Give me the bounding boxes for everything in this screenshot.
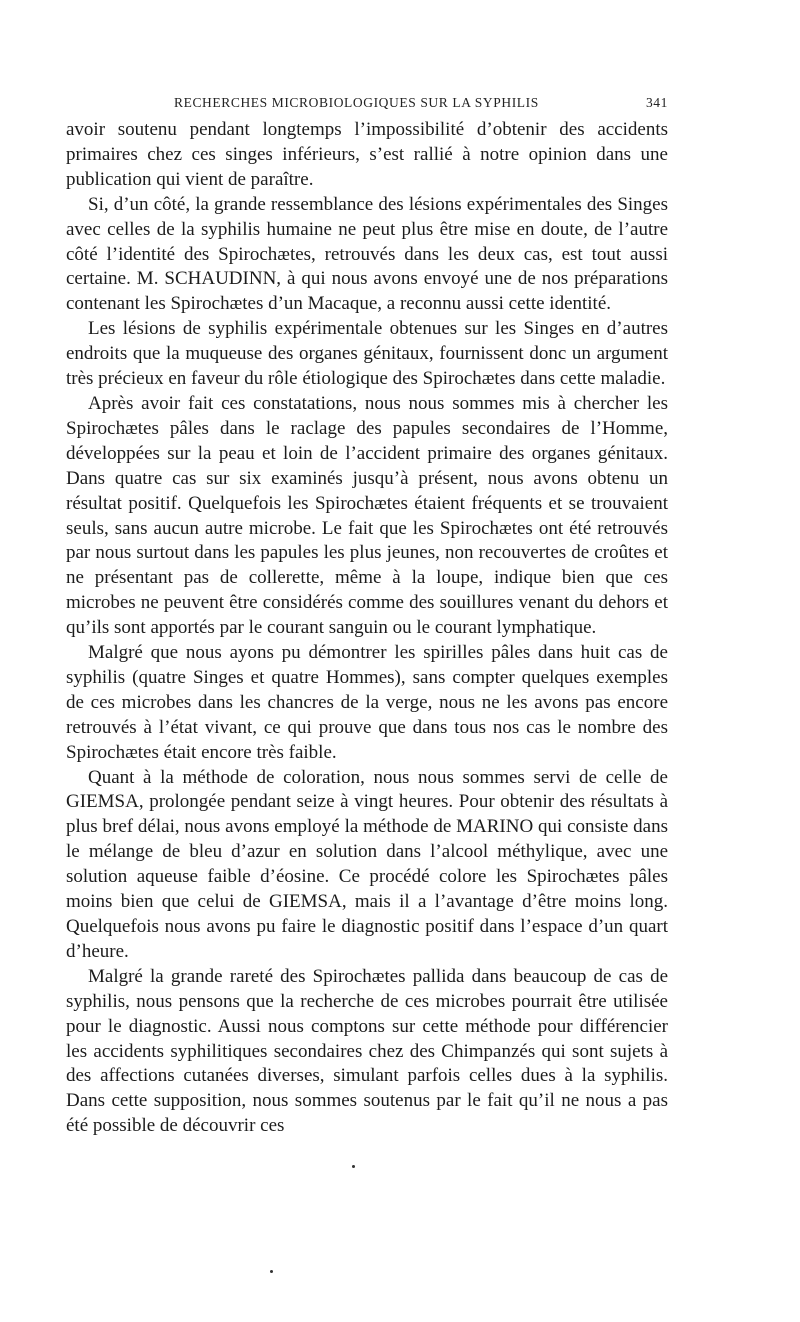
paragraph-2: Si, d’un côté, la grande ressemblance des lésions expérimentales des Singes avec celles de la syphilis humaine ne peut plus être mise en doute, de l’autre côté l’identité des Spirochætes, retrouvés dans les deux cas, est tout aussi certaine. M. SCHAUDINN, à qui nous avons envoyé une de nos préparations contenant les Spirochætes d’un Macaque, a reconnu aussi cette identité. xyxy=(66,193,668,315)
paragraph-5: Malgré que nous ayons pu démontrer les spirilles pâles dans huit cas de syphilis (quatre Singes et quatre Hommes), sans compter quelques exemples de ces microbes dans les chancres de la verge, nous ne les avons pas encore retrouvés à l’état vivant, ce qui prouve que dans tous nos cas le nombre des Spirochætes était encore très faible. xyxy=(66,642,668,763)
paragraph-7: Malgré la grande rareté des Spirochætes pallida dans beaucoup de cas de syphilis, nous pensons que la recherche de ces microbes pourrait être utilisée pour le diagnostic. Aussi nous comptons sur cette méthode pour différencier les accidents syphilitiques secondaires chez des Chimpanzés qui sont sujets à des affections cutanées diverses, simulant parfois celles dues à la syphilis. Dans cette supposition, nous sommes soutenus par le fait qu’il ne nous a pas été possible de découvrir ces xyxy=(66,965,668,1137)
print-speck xyxy=(352,1165,355,1168)
paragraph-6: Quant à la méthode de coloration, nous nous sommes servi de celle de GIEMSA, prolongée pendant seize à vingt heures. Pour obtenir des résultats à plus bref délai, nous avons employé la méthode de MARINO qui consiste dans le mélange de bleu d’azur en solution dans l’alcool méthylique, avec une solution aqueuse faible d’éosine. Ce procédé colore les Spirochætes pâles moins bien que celui de GIEMSA, mais il a l’avantage d’être moins long. Quelquefois nous avons pu faire le diagnostic positif dans l’espace d’un quart d’heure. xyxy=(66,766,668,962)
paragraph-3: Les lésions de syphilis expérimentale obtenues sur les Singes en d’autres endroits que la muqueuse des organes génitaux, fournissent donc un argument très précieux en faveur du rôle étiologique des Spirochætes dans cette maladie. xyxy=(66,318,668,390)
print-speck xyxy=(270,1270,273,1273)
page-number: 341 xyxy=(645,95,668,110)
paragraph-1: avoir soutenu pendant longtemps l’impossibilité d’obtenir des accidents primaires chez ces singes inférieurs, s’est rallié à notre opinion dans une publication qui vient de paraître. xyxy=(66,119,668,190)
body-text xyxy=(66,118,668,1139)
running-title: RECHERCHES MICROBIOLOGIQUES SUR LA SYPHILIS xyxy=(174,95,539,110)
paragraph-4: Après avoir fait ces constatations, nous nous sommes mis à chercher les Spirochætes pâles dans le raclage des papules secondaires de l’Homme, développées sur la peau et loin de l’accident primaire des organes génitaux. Dans quatre cas sur six examinés jusqu’à présent, nous avons obtenu un résultat positif. Quelquefois les Spirochætes étaient fréquents et se trouvaient seuls, sans aucun autre microbe. Le fait que les Spirochætes ont été retrouvés par nous surtout dans les papules les plus jeunes, non recouvertes de croûtes et ne présentant pas de collerette, même à la loupe, indique bien que ces microbes ne peuvent être considérés comme des souillures venant du dehors et qu’ils sont apportés par le courant sanguin ou le courant lymphatique. xyxy=(66,392,668,639)
